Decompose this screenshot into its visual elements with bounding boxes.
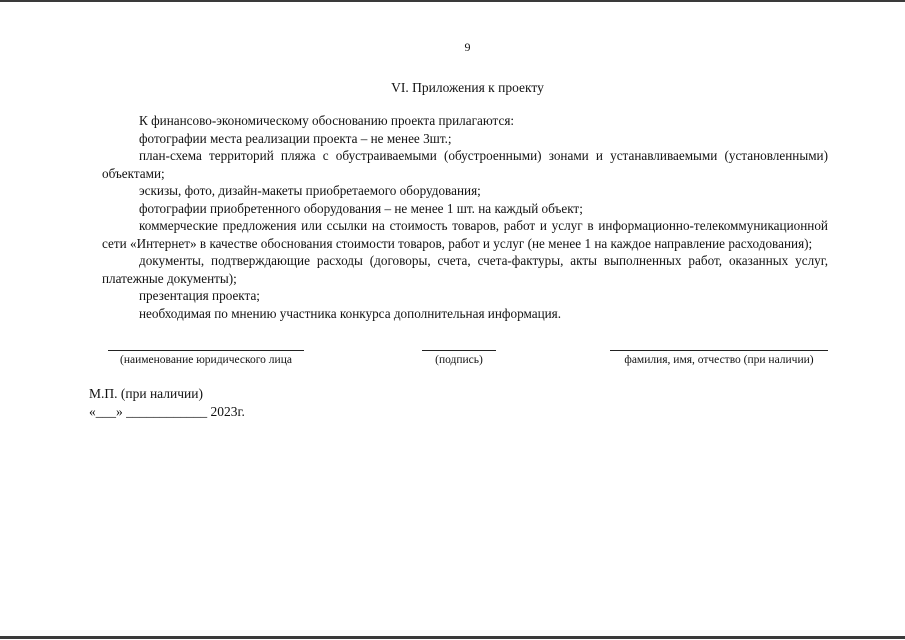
paragraph-commercial-offers: коммерческие предложения или ссылки на стоимость товаров, работ и услуг в информационно-телекоммуникационной сети «Интернет» в качестве обоснования стоимости товаров, работ и услуг (не менее 1 на каждое направление расходования); — [102, 218, 828, 251]
signature-sign-block — [420, 350, 498, 366]
scan-edge-top — [0, 0, 905, 2]
section-title: VI. Приложения к проекту — [391, 80, 544, 95]
paragraph-presentation: презентация проекта; — [139, 288, 260, 303]
page-number: 9 — [464, 40, 471, 54]
paragraph-additional-info: необходимая по мнению участника конкурса дополнительная информация. — [139, 305, 562, 321]
signature-org-line — [108, 350, 304, 351]
signature-org-caption: (наименование юридического лица — [120, 354, 292, 366]
date-line: «___» ____________ 2023г. — [89, 404, 245, 419]
paragraph-beach-plan: план-схема территорий пляжа с обустраиваемыми (обустроенными) зонами и устанавливаемыми (установленными) объектами; — [102, 148, 828, 181]
paragraph-expense-documents: документы, подтверждающие расходы (договоры, счета, счета-фактуры, акты выполненных работ, оказанных услуг, платежные документы); — [102, 253, 828, 286]
paragraph-equipment-photos: фотографии приобретенного оборудования – не менее 1 шт. на каждый объект; — [139, 200, 583, 216]
body-text — [102, 112, 828, 322]
signature-sign-line — [422, 350, 496, 351]
paragraph-site-photos: фотографии места реализации проекта – не менее 3шт.; — [139, 130, 452, 146]
signature-org-block — [104, 350, 308, 366]
signature-sign-caption: (подпись) — [435, 354, 483, 366]
paragraph-intro: К финансово-экономическому обоснованию проекта прилагаются: — [139, 113, 515, 128]
stamp-note: М.П. (при наличии) — [89, 386, 203, 401]
paragraph-equipment-sketches: эскизы, фото, дизайн-макеты приобретаемого оборудования; — [139, 183, 481, 198]
scan-edge-bottom — [0, 636, 905, 639]
signature-name-line — [610, 350, 828, 351]
signature-name-caption: фамилия, имя, отчество (при наличии) — [624, 354, 814, 366]
signature-name-block — [605, 350, 833, 366]
